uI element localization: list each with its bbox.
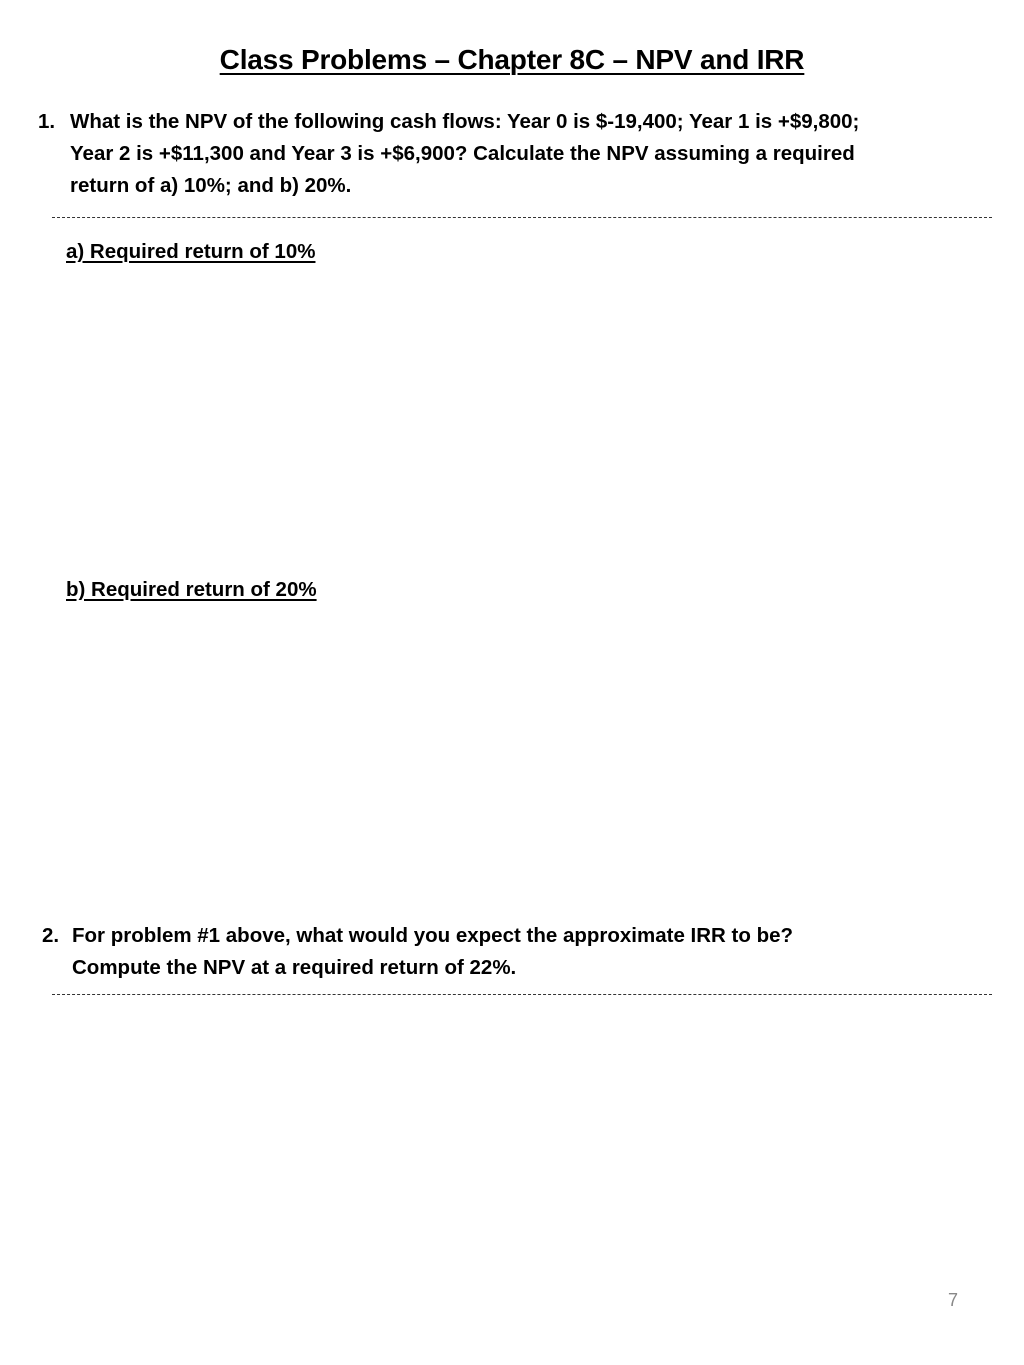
dashed-divider	[52, 217, 992, 218]
problem-2-line-1: For problem #1 above, what would you expect the approximate IRR to be?	[72, 924, 794, 947]
problem-1-line-2: Year 2 is +$11,300 and Year 3 is +$6,900? Calculate the NPV assuming a required	[70, 142, 855, 165]
part-b-heading: b) Required return of 20%	[66, 578, 317, 601]
problem-1-line-3: return of a) 10%; and b) 20%.	[70, 174, 352, 197]
problem-1-line-1: What is the NPV of the following cash flows: Year 0 is $-19,400; Year 1 is +$9,800;	[70, 110, 860, 133]
problem-2-line-2: Compute the NPV at a required return of 22%.	[72, 956, 517, 979]
part-a-heading: a) Required return of 10%	[66, 240, 316, 263]
problem-1	[38, 106, 998, 206]
problem-1-text	[70, 106, 859, 202]
problem-2-number: 2.	[42, 924, 60, 947]
page-number: 7	[947, 1290, 958, 1310]
dashed-divider	[52, 994, 992, 995]
problem-2-text	[72, 920, 793, 984]
page-title: Class Problems – Chapter 8C – NPV and IRR	[219, 44, 805, 75]
problem-1-number: 1.	[38, 110, 56, 133]
problem-2	[42, 920, 1002, 990]
